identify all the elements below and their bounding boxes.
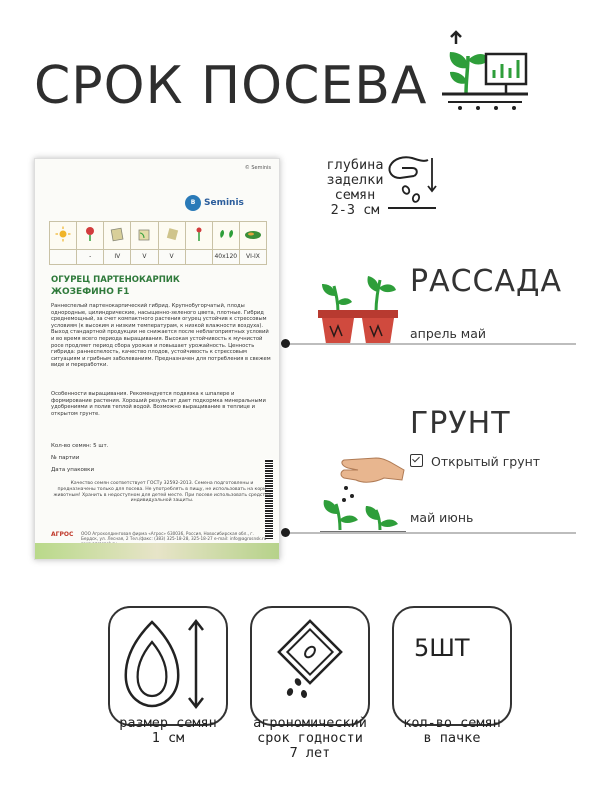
seed-count-caption: кол-во семян в пачке xyxy=(403,715,501,746)
quality-footer: Качество семян соответствует ГОСТу 32592-2013. Семена подготовлены и предназначены только для посева. Не употреблять в пищу, не использовать на корм животным! Хранить в недоступном для детей месте. При посеве использовать средства индивидуальной защиты. xyxy=(53,481,271,504)
flower-icon xyxy=(77,222,104,250)
seedling-pots-icon xyxy=(316,272,400,348)
hand-sowing-icon xyxy=(384,150,440,212)
icon-value-4: V xyxy=(131,249,158,264)
seedlings-timeline xyxy=(286,343,576,345)
product-description: Раннеспелый партенокарпический гибрид. Крупнобугорчатый, плоды однородные, цилиндрические, насыщенно-зеленого цвета, плотные. Гибрид среднемощный, за счет компактного растения огурец устойчив к стрессовым условиям (к высоким и низким температурам, к низкой влажности воздуха). Выход стандартной продукции не снижается после неблагоприятных условий и во время всего периода выращивания. Высокая устойчивость к мучнистой росе продляет период сбора урожая и повышает урожайность. Ценность гибрида: раннеспелость, качество плодов, устойчивость к стрессовым ситуациям и грибным заболеваниям. Предназначен для потребления в свежем виде и переработки. xyxy=(51,303,271,369)
ground-months: май июнь xyxy=(410,510,474,525)
seed-count-box xyxy=(392,606,512,726)
seed-size-caption: размер семян 1 см xyxy=(119,715,217,746)
icon-value-6 xyxy=(185,249,212,264)
sowing-depth-label: глубина заделки семян 2-3 см xyxy=(326,157,384,218)
brand-logo: B Seminis xyxy=(185,195,245,215)
icon-value-3: IV xyxy=(104,249,131,264)
seed-packet-image xyxy=(34,158,280,560)
packet-copyright: © Seminis xyxy=(244,165,271,171)
page-title: СРОК ПОСЕВА xyxy=(34,56,428,116)
pack-date-line: Дата упаковки xyxy=(51,467,95,473)
maker-logo: АГРОС xyxy=(51,531,74,538)
seed-count-value: 5ШТ xyxy=(414,634,470,662)
maker-address: ООО Агрохолдинговая фирма «Агрос» 630036, Россия, Новосибирская обл., г. Бердск, ул. Лесная, 2 Тел./факс: (383) 325-18-28, 325-18-27 e-mail: info@agrosnsk.ru xyxy=(81,531,267,542)
seed-size-icon xyxy=(110,608,226,724)
packet-icon xyxy=(158,222,185,250)
variety-name: ЖОЗЕФИНО F1 xyxy=(51,287,130,297)
spacing-icon xyxy=(212,222,239,250)
product-type: ОГУРЕЦ ПАРТЕНОКАРПИК xyxy=(51,275,180,285)
open-ground-option: Открытый грунт xyxy=(410,454,540,469)
seedling-icon xyxy=(131,222,158,250)
sun-icon xyxy=(50,222,77,250)
seedlings-heading: РАССАДА xyxy=(410,264,562,299)
brand-name: Seminis xyxy=(204,198,244,208)
seed-count-line: Кол-во семян: 5 шт. xyxy=(51,443,109,449)
harvest-icon xyxy=(239,222,266,250)
hand-planting-icon xyxy=(318,452,408,538)
icon-value-2: - xyxy=(77,249,104,264)
icon-value-5: V xyxy=(158,249,185,264)
seedlings-months: апрель май xyxy=(410,326,487,341)
shelf-life-box xyxy=(250,606,370,726)
ground-timeline-dot xyxy=(281,528,290,537)
seed-size-box xyxy=(108,606,228,726)
seed-packet-icon xyxy=(252,608,368,724)
shelf-life-caption: агрономический срок годности 7 лет xyxy=(253,715,367,761)
seed-bag-icon xyxy=(104,222,131,250)
batch-line: № партии xyxy=(51,455,80,461)
seedlings-timeline-dot xyxy=(281,339,290,348)
checkmark-icon xyxy=(410,454,423,467)
packet-photo-strip xyxy=(35,543,279,559)
plant-icon xyxy=(185,222,212,250)
growing-icons-table xyxy=(49,221,267,265)
cultivation-notes: Особенности выращивания. Рекомендуется подвязка к шпалере и формирование растения. Хороший результат дает подкормка минеральными удобрениями и полив теплой водой. Возможно выращивание в теплице и открытом грунте. xyxy=(51,391,266,417)
icon-value-1 xyxy=(50,249,77,264)
icon-value-8: VI-IX xyxy=(239,249,266,264)
ground-heading: ГРУНТ xyxy=(410,406,511,441)
icon-value-7: 40x120 xyxy=(212,249,239,264)
plant-growth-chart-icon xyxy=(438,28,532,114)
ground-timeline xyxy=(286,532,576,534)
